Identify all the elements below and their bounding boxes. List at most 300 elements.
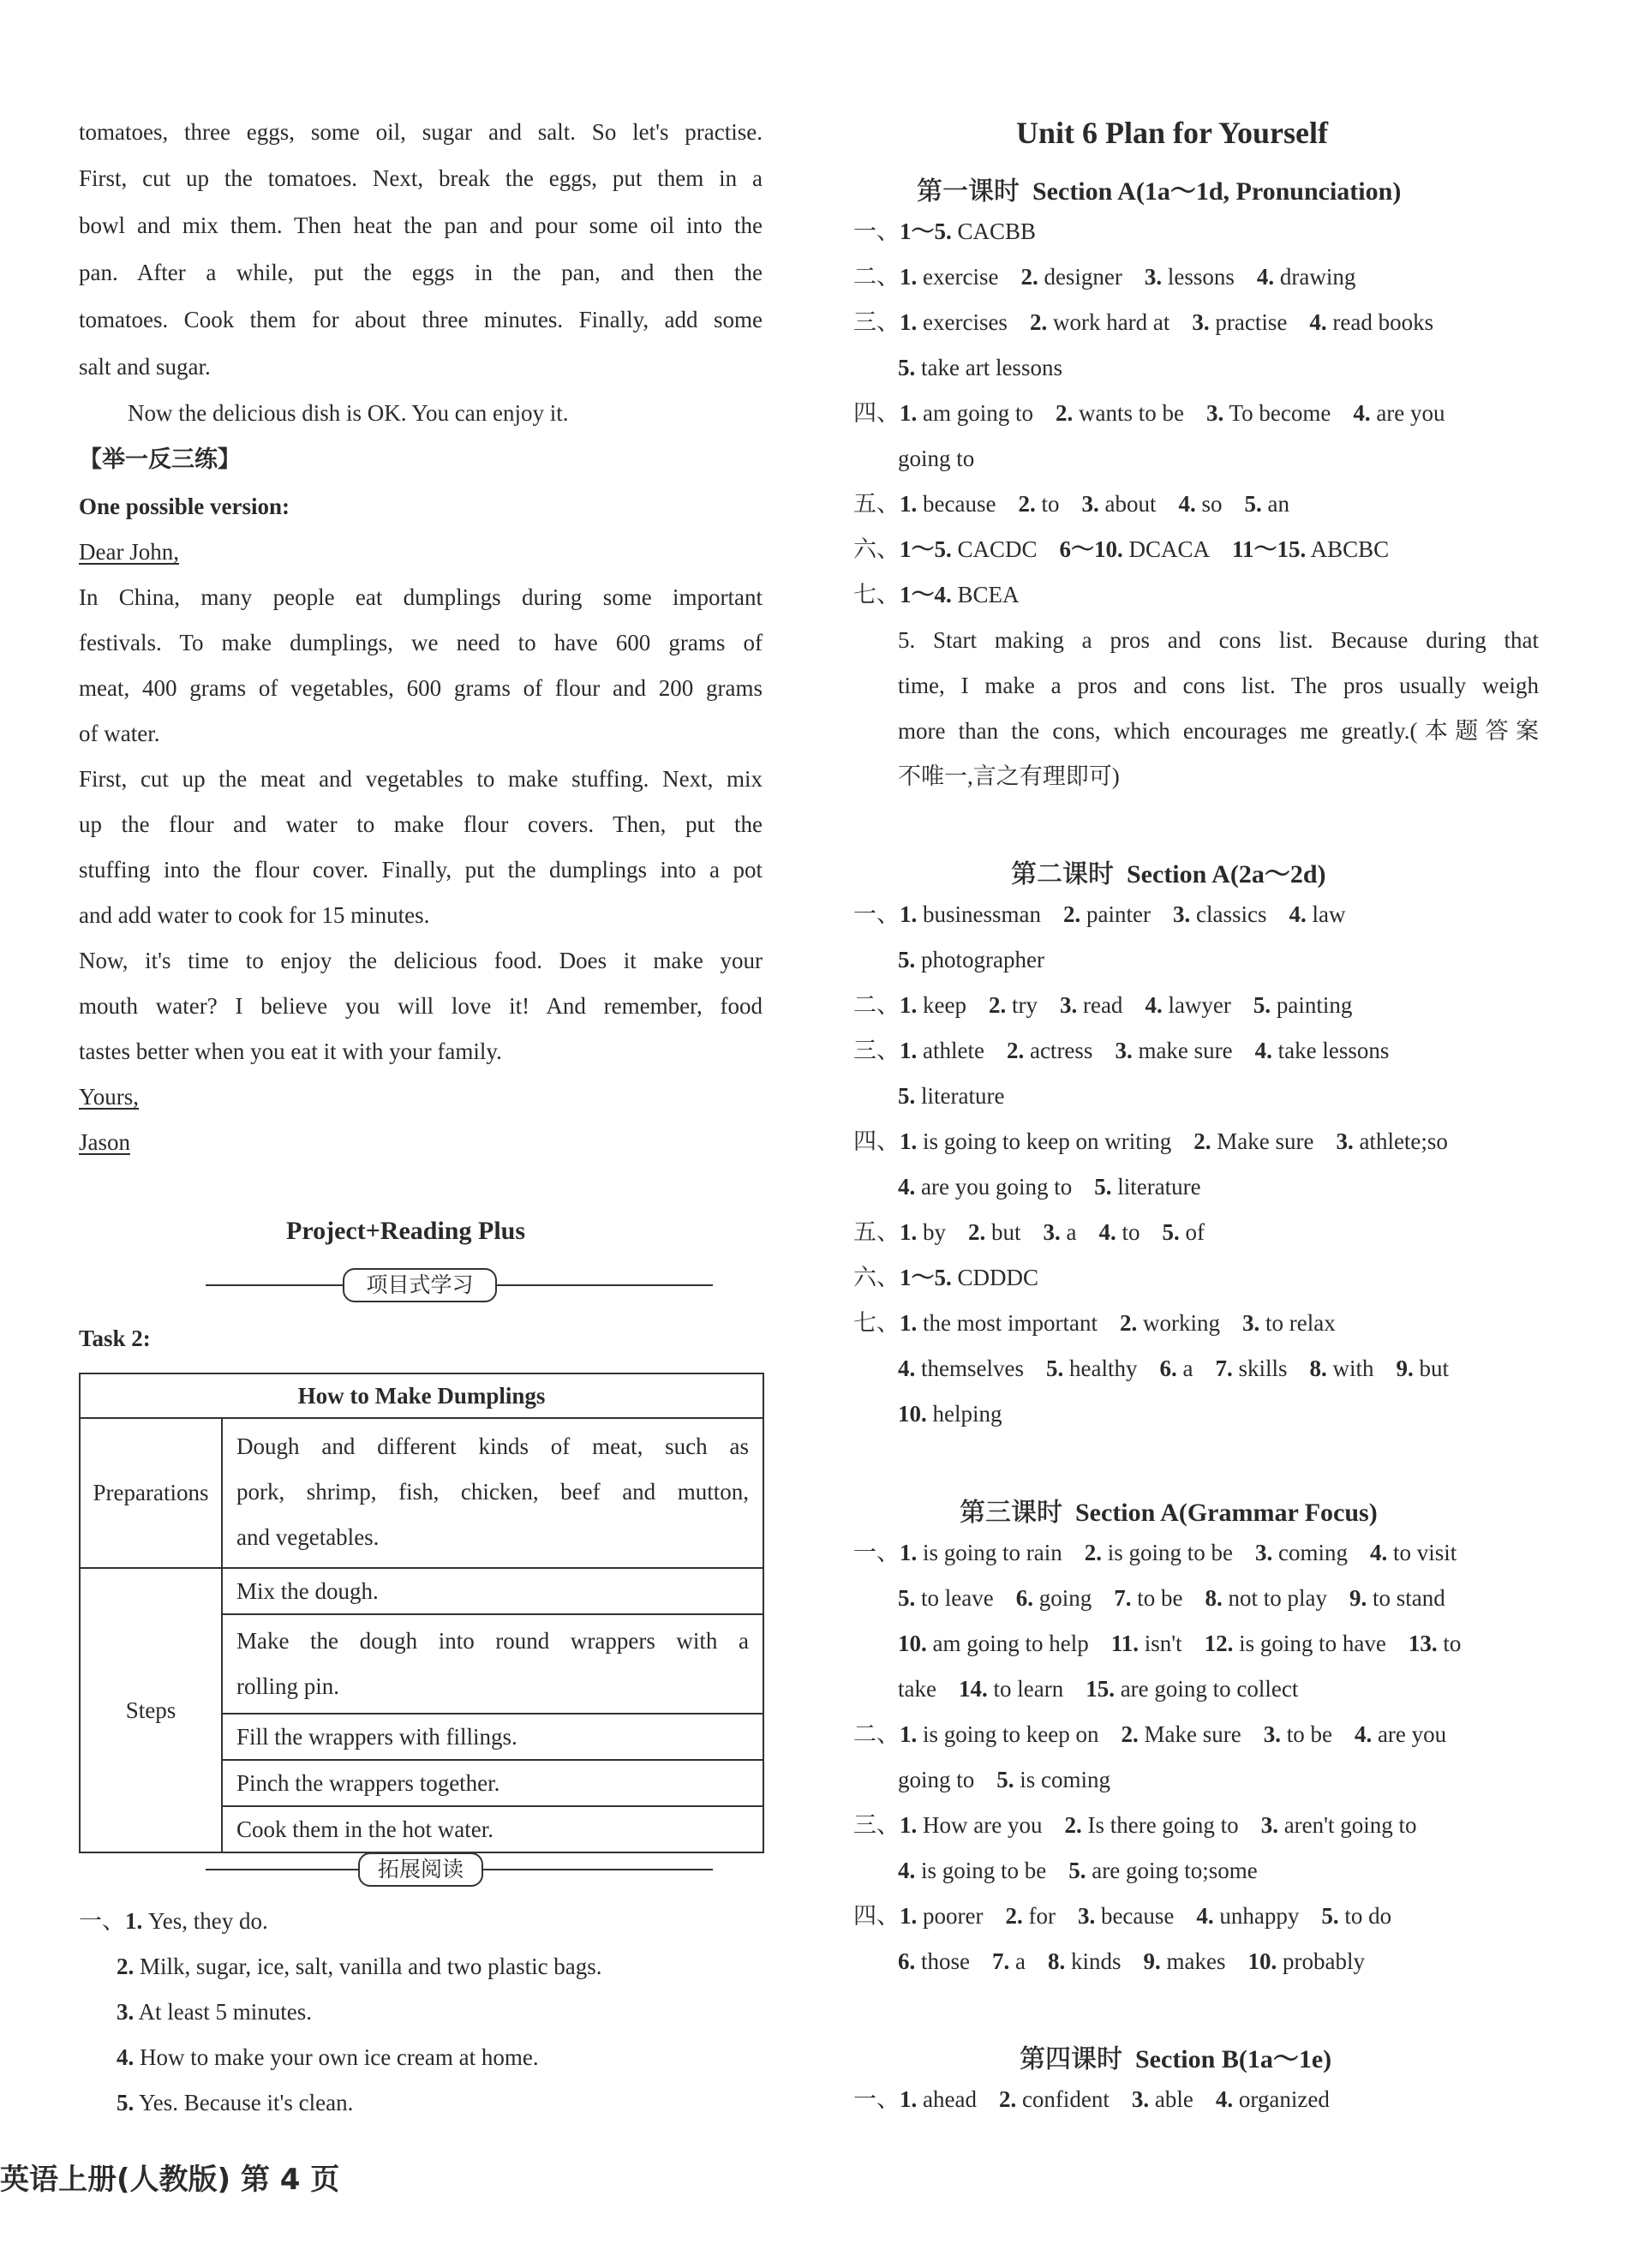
answer-number: 10. — [898, 1631, 927, 1656]
letter-line: In China, many people eat dumplings during some important — [79, 584, 763, 610]
answer-line — [898, 1400, 1025, 1427]
answer-item — [853, 490, 996, 518]
answer-line — [853, 1811, 1439, 1840]
answer-text: take art lessons — [921, 355, 1062, 380]
answer-item — [1355, 1720, 1446, 1748]
answer-item — [1063, 901, 1151, 928]
letter-line: of water. — [79, 721, 160, 746]
answer-text: designer — [1044, 264, 1122, 290]
step-cell: Mix the dough. — [222, 1568, 763, 1614]
answer-text: going to — [898, 446, 975, 471]
answer-text: organized — [1238, 2086, 1330, 2112]
answer-item — [1016, 1584, 1092, 1612]
paragraph-answer-line: 5. Start making a pros and cons list. Because during that — [898, 627, 1539, 653]
lesson-heading-cn: 第二课时 — [1011, 859, 1114, 889]
answer-text: businessman — [923, 901, 1041, 927]
answer-number: 11～15. — [1232, 536, 1307, 562]
answer-item — [853, 263, 998, 291]
task-label: Task 2: — [79, 1325, 151, 1351]
answer-number: 1. — [900, 1721, 918, 1747]
page-footer: 英语上册(人教版) 第 4 页 — [0, 2163, 340, 2197]
answer-item — [1253, 991, 1353, 1019]
answer-text: How are you — [923, 1812, 1043, 1838]
answer-text: able — [1154, 2086, 1193, 2112]
essay-line: tomatoes. Cook them for about three minutes. Finally, add some — [79, 307, 763, 332]
answer-text: to — [1443, 1631, 1462, 1656]
answer-item — [1060, 991, 1122, 1019]
section-prefix: 四、 — [853, 1903, 900, 1930]
answer-text: literature — [921, 1083, 1005, 1109]
answer-item — [1309, 1355, 1373, 1382]
answer-item — [1144, 1948, 1226, 1975]
answer-number: 1. — [900, 2086, 918, 2112]
reading-num: 5. — [117, 2090, 135, 2115]
step-cell: Pinch the wrappers together. — [222, 1760, 763, 1806]
answer-number: 8. — [1205, 1585, 1223, 1611]
answer-number: 1. — [900, 264, 918, 290]
answer-text: photographer — [921, 947, 1044, 972]
letter-line: meat, 400 grams of vegetables, 600 grams of flour and 200 grams — [79, 675, 763, 701]
answer-item — [1159, 1355, 1193, 1382]
answer-text: working — [1142, 1310, 1220, 1336]
answer-number: 4. — [1353, 400, 1371, 426]
project-title: Project+Reading Plus — [286, 1217, 526, 1245]
answer-item — [1132, 2085, 1193, 2113]
answer-line — [853, 1720, 1469, 1749]
answer-text: To become — [1229, 400, 1331, 426]
answer-number: 1. — [900, 901, 918, 927]
answer-item — [1085, 1539, 1233, 1566]
answer-number: 5. — [898, 1585, 916, 1611]
answer-item — [853, 218, 1036, 246]
reading-answer — [79, 1907, 268, 1936]
prep-cell — [222, 1418, 763, 1568]
lesson-heading-en: Section A(Grammar Focus) — [1075, 1499, 1378, 1527]
answer-text: is going to rain — [923, 1540, 1062, 1565]
answer-text: going — [1038, 1585, 1092, 1611]
answer-line — [898, 354, 1085, 381]
answer-item — [853, 308, 1008, 337]
letter-line: tastes better when you eat it with your family. — [79, 1038, 502, 1064]
answer-number: 10. — [898, 1401, 927, 1427]
answer-text: actress — [1029, 1038, 1093, 1063]
section-prefix: 四、 — [853, 400, 900, 427]
answer-line — [898, 1355, 1471, 1382]
answer-item — [898, 946, 1044, 973]
answer-text: painter — [1086, 901, 1151, 927]
letter-line: First, cut up the meat and vegetables to make stuffing. Next, mix — [79, 766, 763, 792]
answer-line — [853, 581, 1042, 609]
answer-text: not to play — [1228, 1585, 1327, 1611]
answer-number: 9. — [1396, 1355, 1414, 1381]
answer-number: 4. — [1254, 1038, 1272, 1063]
section-prefix: 一、 — [853, 218, 900, 245]
answer-item — [1205, 1584, 1327, 1612]
step-cell: Cook them in the hot water. — [222, 1806, 763, 1852]
answer-item — [898, 445, 974, 472]
answer-item — [968, 1218, 1021, 1246]
answer-number: 3. — [1255, 1540, 1273, 1565]
answer-number: 5. — [1321, 1903, 1339, 1929]
answer-text: law — [1312, 901, 1346, 927]
answer-text: is going to keep on — [923, 1721, 1099, 1747]
answer-text: with — [1332, 1355, 1374, 1381]
answer-number: 3. — [1059, 992, 1078, 1018]
answer-item — [1056, 399, 1184, 427]
dumplings-table — [79, 1373, 764, 1853]
answer-item — [1242, 1309, 1336, 1337]
answer-number: 4. — [898, 1174, 916, 1200]
reading-pill-banner — [206, 1852, 713, 1887]
answer-item — [1370, 1539, 1457, 1566]
answer-item — [1145, 991, 1230, 1019]
answer-number: 6～10. — [1059, 536, 1123, 562]
answer-number: 3. — [1115, 1038, 1133, 1063]
answer-text: take lessons — [1277, 1038, 1390, 1063]
answer-item — [1099, 1218, 1140, 1246]
step-cell — [222, 1614, 763, 1714]
essay-line: pan. After a while, put the eggs in the pan, and then the — [79, 260, 763, 285]
answer-item — [898, 1948, 970, 1975]
answer-number: 1. — [900, 1812, 918, 1838]
answer-line — [853, 1539, 1479, 1567]
answer-item — [853, 399, 1033, 428]
answer-number: 4. — [1309, 309, 1327, 335]
answer-item — [1114, 1584, 1182, 1612]
answer-line — [853, 490, 1312, 518]
answer-item — [1215, 1355, 1287, 1382]
answer-text: coming — [1278, 1540, 1348, 1565]
answer-number: 1. — [900, 1903, 918, 1929]
answer-number: 2. — [968, 1219, 986, 1245]
answer-text: but — [991, 1219, 1021, 1245]
reading-answer — [117, 2089, 353, 2116]
answer-number: 3. — [1131, 2086, 1150, 2112]
reading-text: How to make your own ice cream at home. — [140, 2044, 539, 2070]
answer-number: 11. — [1110, 1631, 1139, 1656]
prep-label: Preparations — [80, 1418, 222, 1568]
answer-item — [1086, 1675, 1298, 1702]
answer-number: 10. — [1247, 1948, 1277, 1974]
answer-number: 6. — [898, 1948, 916, 1974]
answer-number: 8. — [1047, 1948, 1066, 1974]
answer-number: 7. — [992, 1948, 1010, 1974]
letter-line: up the flour and water to make flour covers. Then, put the — [79, 811, 763, 837]
answer-text: unhappy — [1219, 1903, 1300, 1929]
answer-number: 4. — [1289, 901, 1307, 927]
answer-item — [1247, 1948, 1364, 1975]
answer-item — [1121, 1720, 1241, 1748]
section-prefix: 三、 — [853, 309, 900, 336]
answer-number: 2. — [1029, 309, 1048, 335]
answer-text: to — [1041, 491, 1060, 517]
answer-number: 2. — [1018, 491, 1036, 517]
answer-item — [1321, 1902, 1391, 1930]
lesson-heading-en: Section A(2a～2d) — [1127, 860, 1326, 889]
answer-text: to be — [1137, 1585, 1183, 1611]
section-prefix: 三、 — [853, 1812, 900, 1839]
prep-line: Dough and different kinds of meat, such as — [236, 1433, 749, 1459]
answer-number: 1～5. — [900, 536, 952, 562]
lesson-heading — [1020, 2038, 1331, 2075]
answer-item — [1005, 1902, 1055, 1930]
answer-item — [1205, 1630, 1386, 1657]
answer-text: to do — [1344, 1903, 1392, 1929]
answer-item — [898, 1857, 1046, 1884]
answer-item — [898, 1584, 994, 1612]
essay-line: bowl and mix them. Then heat the pan and pour some oil into the — [79, 212, 763, 238]
answer-number: 14. — [958, 1676, 988, 1702]
answer-line — [898, 1630, 1483, 1657]
answer-text: is going to be — [921, 1858, 1047, 1883]
answer-item — [1349, 1584, 1445, 1612]
answer-item — [853, 1037, 984, 1065]
letter-closing: Yours, — [79, 1084, 140, 1110]
answer-text: kinds — [1070, 1948, 1122, 1974]
paragraph-answer-line: time, I make a pros and cons list. The pros usually weigh — [898, 673, 1539, 698]
section-prefix: 六、 — [853, 1265, 900, 1291]
answer-item — [898, 1675, 936, 1702]
answer-item — [1255, 1539, 1348, 1566]
section-prefix: 四、 — [853, 1128, 900, 1155]
step-line: Make the dough into round wrappers with a — [236, 1628, 749, 1654]
answer-text: to learn — [993, 1676, 1064, 1702]
answer-text: are going to;some — [1092, 1858, 1258, 1883]
answer-line — [853, 1128, 1470, 1156]
answer-line — [853, 1902, 1414, 1930]
answer-number: 5. — [1162, 1219, 1180, 1245]
answer-text: to stand — [1372, 1585, 1445, 1611]
answer-item — [959, 1675, 1063, 1702]
answer-number: 1. — [900, 1540, 918, 1565]
answer-item — [1030, 308, 1169, 336]
section-prefix: 一、 — [853, 901, 900, 928]
answer-number: 3. — [1144, 264, 1163, 290]
section-prefix: 五、 — [853, 491, 900, 518]
answer-item — [1397, 1355, 1450, 1382]
answer-item — [1206, 399, 1331, 427]
answer-number: 2. — [988, 992, 1007, 1018]
answer-item — [853, 2085, 977, 2114]
answer-item — [853, 1720, 1098, 1749]
section-prefix: 五、 — [853, 1219, 900, 1246]
answer-number: 5. — [1045, 1355, 1064, 1381]
answer-number: 3. — [1192, 309, 1210, 335]
answer-number: 13. — [1408, 1631, 1438, 1656]
prep-line: pork, shrimp, fish, chicken, beef and mutton, — [236, 1479, 749, 1505]
answer-item — [898, 1766, 974, 1793]
answer-line — [853, 1264, 1061, 1292]
answer-text: athlete — [923, 1038, 984, 1063]
answer-text: ahead — [923, 2086, 977, 2112]
answer-number: 2. — [1020, 264, 1038, 290]
answer-text: is going to keep on writing — [923, 1128, 1172, 1154]
answer-item — [999, 2085, 1110, 2113]
answer-text: because — [1100, 1903, 1175, 1929]
reading-num: 4. — [117, 2044, 135, 2070]
section-prefix: 二、 — [853, 1721, 900, 1748]
answer-number: 3. — [1205, 400, 1224, 426]
answer-line — [853, 308, 1456, 337]
lesson-heading-en: Section A(1a～1d, Pronunciation) — [1032, 177, 1402, 206]
answer-number: 2. — [1063, 901, 1081, 927]
answer-text: of — [1185, 1219, 1205, 1245]
answer-text: to relax — [1265, 1310, 1336, 1336]
answer-number: 5. — [996, 1767, 1014, 1792]
answer-text: to leave — [921, 1585, 994, 1611]
answer-text: an — [1267, 491, 1289, 517]
answer-text: read — [1082, 992, 1123, 1018]
answer-item — [1081, 490, 1156, 518]
answer-item — [1064, 1811, 1238, 1839]
answer-text: Make sure — [1144, 1721, 1241, 1747]
answer-number: 4. — [1370, 1540, 1388, 1565]
answer-text: to — [1122, 1219, 1140, 1245]
section-prefix: 二、 — [853, 264, 900, 290]
reading-answer — [117, 1953, 602, 1980]
answer-text: are going to collect — [1120, 1676, 1299, 1702]
lesson-heading-cn: 第三课时 — [960, 1498, 1062, 1528]
answer-item — [1173, 901, 1266, 928]
answer-text: to be — [1286, 1721, 1332, 1747]
letter-salutation: Dear John, — [79, 539, 179, 565]
answer-text: but — [1419, 1355, 1450, 1381]
answer-number: 2. — [1084, 1540, 1102, 1565]
answer-text: skills — [1238, 1355, 1288, 1381]
answer-item — [1068, 1857, 1257, 1884]
answer-text: literature — [1117, 1174, 1201, 1200]
answer-item — [853, 901, 1041, 929]
answer-line — [898, 946, 1067, 973]
answer-line — [898, 1766, 1133, 1793]
answer-text: exercise — [923, 264, 999, 290]
answer-item — [1257, 263, 1355, 290]
answer-item — [1111, 1630, 1182, 1657]
answer-number: 4. — [1256, 264, 1275, 290]
answer-text: CACBB — [957, 218, 1037, 244]
answer-number: 2. — [1119, 1310, 1138, 1336]
answer-item — [1336, 1128, 1447, 1155]
answer-text: a — [1015, 1948, 1026, 1974]
answer-text: a — [1066, 1219, 1077, 1245]
answer-number: 5. — [898, 1083, 916, 1109]
answer-text: Make sure — [1217, 1128, 1314, 1154]
answer-text: healthy — [1068, 1355, 1138, 1381]
answer-item — [1264, 1720, 1332, 1748]
answer-text: confident — [1021, 2086, 1110, 2112]
answer-item — [853, 536, 1038, 564]
answer-text: drawing — [1279, 264, 1356, 290]
answer-number: 3. — [1241, 1310, 1260, 1336]
answer-item — [1145, 263, 1235, 290]
answer-number: 8. — [1309, 1355, 1327, 1381]
answer-item — [1309, 308, 1433, 336]
lesson-heading-cn: 第四课时 — [1020, 2044, 1122, 2074]
answer-text: are you going to — [921, 1174, 1073, 1200]
answer-item — [898, 1400, 1002, 1427]
answer-item — [1178, 490, 1222, 518]
answer-number: 2. — [1056, 400, 1074, 426]
step-line: rolling pin. — [236, 1673, 339, 1699]
table-title: How to Make Dumplings — [80, 1373, 763, 1418]
answer-item — [1216, 2085, 1330, 2113]
answer-line — [898, 1082, 1026, 1110]
answer-text: lessons — [1167, 264, 1235, 290]
prep-line: and vegetables. — [236, 1524, 380, 1550]
answer-text: exercises — [923, 309, 1008, 335]
answer-number: 4. — [1196, 1903, 1214, 1929]
project-pill: 项目式学习 — [343, 1268, 497, 1302]
answer-number: 5. — [898, 355, 916, 380]
answer-text: aren't going to — [1283, 1812, 1417, 1838]
answer-number: 6. — [1159, 1355, 1177, 1381]
essay-line: First, cut up the tomatoes. Next, break the eggs, put them in a — [79, 165, 763, 191]
project-pill-banner — [206, 1268, 713, 1302]
reading-text: Yes. Because it's clean. — [139, 2090, 354, 2115]
answer-text: DCACA — [1128, 536, 1211, 562]
answer-text: wants to be — [1079, 400, 1184, 426]
reading-answer — [117, 1998, 312, 2026]
answer-number: 12. — [1204, 1631, 1234, 1656]
answer-text: practise — [1215, 309, 1288, 335]
lesson-heading-cn: 第一课时 — [917, 177, 1020, 206]
answer-item — [1409, 1630, 1462, 1657]
answer-line — [853, 1218, 1227, 1247]
reading-num: 1. — [125, 1908, 143, 1934]
answer-item — [1046, 1355, 1137, 1382]
paragraph-answer-line: 不唯一,言之有理即可) — [898, 763, 1120, 789]
answer-number: 5. — [1244, 491, 1262, 517]
answer-item — [853, 1218, 946, 1247]
answer-line — [898, 1675, 1320, 1702]
answer-text: those — [921, 1948, 970, 1974]
answer-item — [1192, 308, 1287, 336]
answer-text: probably — [1282, 1948, 1365, 1974]
answer-number: 1. — [900, 1128, 918, 1154]
answer-number: 5. — [1253, 992, 1271, 1018]
answer-number: 1. — [900, 1219, 918, 1245]
answer-line — [853, 536, 1411, 564]
letter-line: mouth water? I believe you will love it! And remember, food — [79, 993, 763, 1019]
answer-text: makes — [1166, 1948, 1226, 1974]
answer-number: 3. — [1043, 1219, 1061, 1245]
answer-number: 7. — [1114, 1585, 1132, 1611]
answer-text: take — [898, 1676, 936, 1702]
essay-line: Now the delicious dish is OK. You can enjoy it. — [128, 400, 569, 426]
answer-text: Is there going to — [1087, 1812, 1239, 1838]
answer-item — [1120, 1309, 1220, 1337]
answer-text: CDDDC — [957, 1265, 1039, 1290]
lesson-heading-en: Section B(1a～1e) — [1135, 2045, 1332, 2074]
reading-num: 3. — [117, 1999, 135, 2025]
lesson-heading — [917, 170, 1401, 207]
answer-number: 1. — [900, 992, 918, 1018]
answer-text: helping — [932, 1401, 1002, 1427]
answer-line — [853, 2085, 1352, 2114]
answer-text: is going to have — [1239, 1631, 1386, 1656]
answer-text: am going to — [923, 400, 1033, 426]
answer-line — [898, 1948, 1387, 1975]
answer-text: for — [1028, 1903, 1056, 1929]
answer-number: 1. — [900, 491, 918, 517]
answer-number: 2. — [1006, 1038, 1025, 1063]
letter-signature: Jason — [79, 1129, 130, 1155]
letter-line: and add water to cook for 15 minutes. — [79, 902, 430, 928]
answer-item — [1060, 536, 1211, 563]
answer-item — [1044, 1218, 1077, 1246]
answer-item — [992, 1948, 1026, 1975]
answer-item — [1193, 1128, 1313, 1155]
